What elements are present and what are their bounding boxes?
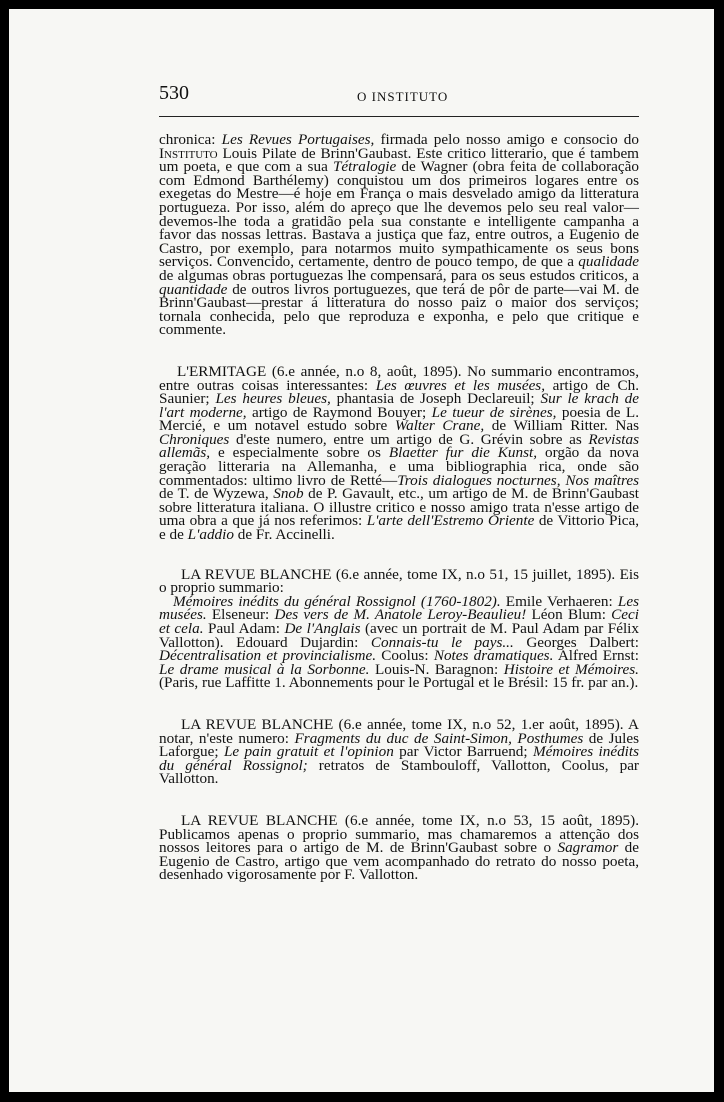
text-run: de P. Gavault, etc., um artigo de M. de Brinn'Gaubast sobre litteratura italiana. O illustre critico e nosso amigo trata n'esse artigo de uma obra a que já nos referimos:	[159, 485, 639, 530]
journal-title: O INSTITUTO	[357, 89, 449, 104]
text-run: de Vittorio Pica, e de	[159, 512, 639, 544]
text-run: (Paris, rue Laffitte 1. Abonnements pour le Portugal et le Brésil: 15 fr. par an.).	[159, 674, 639, 692]
italic-title: L'addio	[187, 526, 234, 544]
text-run: Louis Pilate de Brinn'Gaubast. Este critico litterario, que é tambem um poeta, e que com a sua	[159, 144, 639, 176]
text-run: artigo de Ch. Saunier;	[159, 376, 640, 408]
italic-title: Fragments du duc de Saint-Simon, Posthumes	[294, 729, 584, 747]
body-text	[159, 133, 639, 882]
text-run: Georges Dalbert:	[513, 633, 639, 651]
italic-title: Walter Crane,	[394, 417, 485, 435]
italic-title: Ceci et cela.	[159, 606, 639, 637]
paragraph-revue-blanche-52	[159, 715, 640, 788]
italic-title: L'arte dell'Estremo Oriente	[366, 512, 535, 530]
text-run: (avec un portrait de M. Paul Adam par Félix Vallotton). Edouard Dujardin:	[159, 620, 639, 651]
text-run: LA REVUE BLANCHE (6.e année, tome IX, n.o 52, 1.er août, 1895). A notar, n'este numero:	[159, 715, 639, 747]
italic-term: qualidade	[578, 253, 639, 271]
text-run: chronica:	[159, 131, 222, 148]
text-run: Léon Blum:	[526, 606, 612, 624]
italic-title: Trois dialogues nocturnes, Nos maîtres	[397, 471, 639, 489]
italic-title: Sagramor	[557, 839, 619, 857]
paragraph-revue-blanche-51-intro	[159, 565, 639, 597]
paragraph-revue-blanche-53	[159, 811, 639, 884]
italic-title: De l'Anglais	[284, 620, 361, 637]
italic-title: Notes dramatiques.	[433, 647, 554, 665]
italic-title: Chroniques	[159, 430, 230, 448]
italic-title: Mémoires inédits du général Rossignol;	[159, 743, 640, 774]
paragraph-ermitage	[159, 362, 640, 544]
italic-title: Histoire et Mémoires.	[503, 660, 639, 678]
text-run: Elseneur:	[206, 606, 275, 624]
italic-title: Décentralisation et provincialisme.	[159, 647, 377, 665]
text-run: Emile Verhaeren:	[500, 592, 618, 610]
text-run: LA REVUE BLANCHE (6.e année, tome IX, n.o 51, 15 juillet, 1895). Eis o proprio summario:	[159, 565, 639, 597]
text-run: e especialmente sobre os	[210, 444, 389, 462]
paragraph-revues-portugaises	[159, 133, 639, 337]
italic-title: Connais-tu le pays...	[370, 633, 514, 651]
italic-title: Les heures bleues,	[215, 390, 331, 408]
italic-term: quantidade	[159, 280, 228, 298]
italic-title: Les musées.	[159, 592, 639, 624]
text-run: de T. de Wyzewa,	[159, 485, 274, 503]
italic-title: Snob	[273, 485, 304, 503]
text-run: de Fr. Accinelli.	[233, 526, 335, 544]
italic-title: Mémoires inédits du général Rossignol (1760-1802).	[173, 592, 501, 610]
text-run: Paul Adam:	[203, 620, 285, 637]
text-run: d'este numero, entre um artigo de G. Grévin sobre as	[229, 430, 589, 448]
italic-title: Tétralogie	[332, 158, 397, 176]
text-run: retratos de Stambouloff, Vallotton, Coolus, par Vallotton.	[159, 756, 639, 788]
text-run: de algumas obras portuguezas lhe compensará, para os seus estudos criticos, a	[159, 266, 639, 284]
text-run: artigo de Raymond Bouyer;	[246, 403, 432, 421]
paragraph-revue-blanche-51-summary	[159, 592, 639, 692]
page	[9, 9, 714, 1092]
text-run: par Victor Barruend;	[393, 743, 533, 761]
text-run: de Jules Laforgue;	[159, 729, 639, 761]
italic-title: Le tueur de sirènes,	[431, 403, 557, 421]
text-run: orgão da nova geração litteraria na Allemanha, e uma bibliographia rica, onde são commentados: ultimo livro de Retté—	[159, 444, 639, 489]
text-run: de Eugenio de Castro, artigo que vem acompanhado do retrato do nosso poeta, desenhado vigorosamente por F. Vallotton.	[159, 839, 639, 884]
italic-title: Revistas allemãs,	[159, 430, 639, 462]
text-run: Alfred Ernst:	[553, 647, 639, 665]
text-run: Louis-N. Baragnon:	[369, 660, 504, 678]
text-run: L'ERMITAGE (6.e année, n.o 8, août, 1895). No summario encontramos, entre outras coisas interessantes:	[159, 362, 639, 394]
italic-title: Les Revues Portugaises,	[221, 131, 375, 148]
italic-title: Blaetter fur die Kunst,	[388, 444, 538, 462]
italic-title: Le drame musical à la Sorbonne.	[159, 660, 370, 678]
text-run: Coolus:	[376, 647, 434, 665]
text-run: poesia de L. Mercié, e um notavel estudo sobre	[159, 403, 640, 435]
small-caps-text: Instituto	[159, 144, 218, 162]
page-number: 530	[159, 82, 189, 104]
italic-title: Les œuvres et les musées,	[375, 376, 546, 394]
running-head	[159, 82, 639, 117]
text-run: firmada pelo nosso amigo e consocio do	[374, 131, 639, 148]
text-run: de William Ritter. Nas	[484, 417, 640, 435]
text-run: phantasia de Joseph Declareuil;	[330, 390, 541, 408]
text-run: LA REVUE BLANCHE (6.e année, tome IX, n.o 53, 15 août, 1895). Publicamos apenas o proprio summario, mas chamaremos a attenção dos nossos leitores para o artigo de M. de Brinn'Gaubast sobre o	[159, 811, 639, 857]
italic-title: Des vers de M. Anatole Leroy-Beaulieu!	[274, 606, 527, 624]
italic-title: Sur le krach de l'art moderne,	[159, 390, 639, 421]
italic-title: Le pain gratuit et l'opinion	[223, 743, 394, 761]
text-run: de outros livros portuguezes, que terá de pôr de parte—vai M. de Brinn'Gaubast—prestar á litteratura do nosso paiz o maior dos serviços; tornala conhecida, pelo que reproduza e exponha, e pelo que critique e commente.	[159, 280, 639, 339]
text-run: de Wagner (obra feita de collaboração com Edmond Barthélemy) conquistou um dos primeiros logares entre os exegetas do Mestre—é hoje em França o mais desvelado amigo da litteratura portugueza. Por isso, além do apreço que lhe devemos pelo seu real valor—devemos-lhe toda a gratidão pela sua constante e intelligente campanha a favor das nossas lettras. Bastava a justiça que faz, entre outros, a Eugenio de Castro, por exemplo, para notarmos muito sympathicamente os seus bons serviços. Convencido, certamente, dentro de pouco tempo, de que a	[159, 158, 639, 271]
